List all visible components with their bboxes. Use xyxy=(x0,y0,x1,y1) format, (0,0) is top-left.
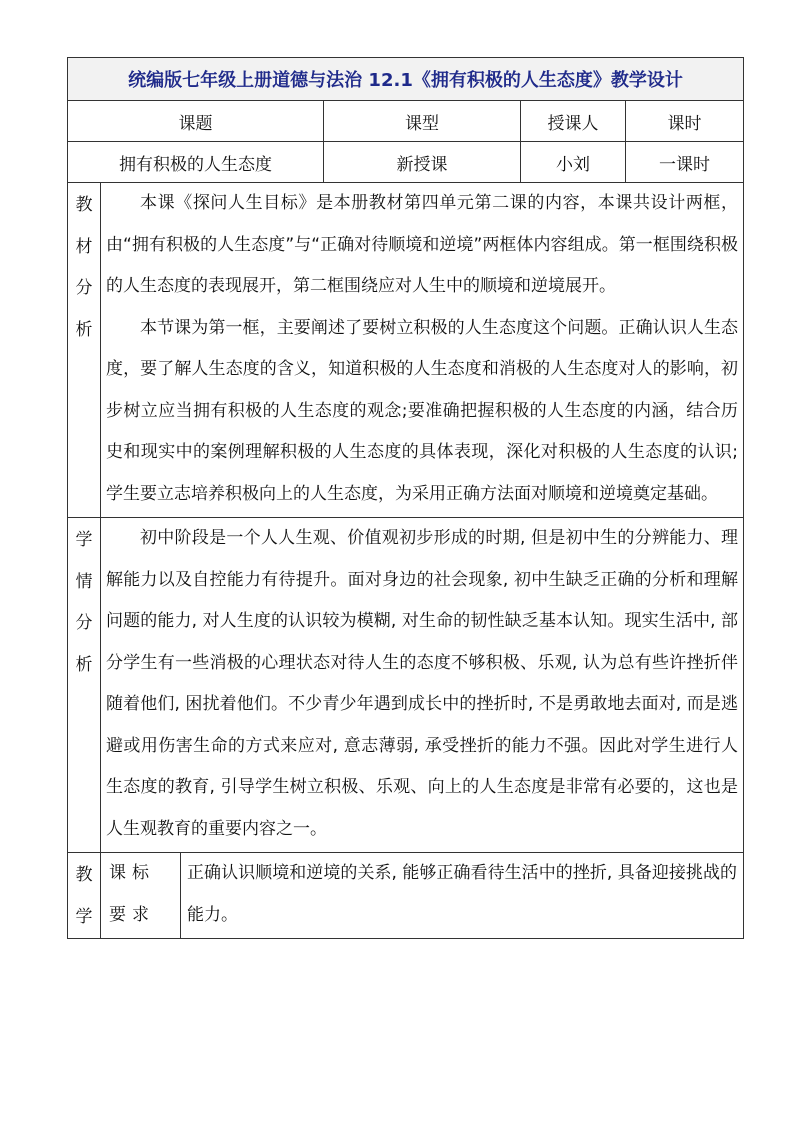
jiaocai-label-char: 析 xyxy=(75,319,93,340)
xueqing-label xyxy=(68,518,101,853)
jiaoxue-label xyxy=(68,853,101,939)
jiaocai-label-char: 材 xyxy=(75,236,93,257)
curriculum-requirement-label: 课标要求 xyxy=(101,853,181,939)
jiaocai-content xyxy=(101,183,744,518)
document-title: 统编版七年级上册道德与法治 12.1《拥有积极的人生态度》教学设计 xyxy=(68,58,744,101)
jiaocai-paragraph-2: 本节课为第一框，主要阐述了要树立积极的人生态度这个问题。正确认识人生态度，要了解人生态度的含义，知道积极的人生态度和消极的人生态度对人的影响，初步树立应当拥有积极的人生态度的观念;要准确把握积极的人生态度的内涵，结合历史和现实中的案例理解积极的人生态度的具体表现，深化对积极的人生态度的认识;学生要立志培养积极向上的人生态度，为采用正确方法面对顺境和逆境奠定基础。 xyxy=(106,317,739,504)
jiaoxue-label-char: 学 xyxy=(75,906,93,927)
value-hours: 一课时 xyxy=(626,142,744,183)
lesson-plan-table xyxy=(67,57,744,939)
header-type: 课型 xyxy=(324,101,521,142)
value-teacher: 小刘 xyxy=(521,142,626,183)
xueqing-label-char: 情 xyxy=(75,571,93,592)
jiaocai-label-char: 教 xyxy=(75,195,93,215)
xueqing-label-char: 分 xyxy=(75,613,93,633)
xueqing-label-char: 析 xyxy=(75,654,93,675)
lesson-plan-document xyxy=(67,57,743,939)
header-hours: 课时 xyxy=(626,101,744,142)
jiaocai-paragraph-1: 本课《探问人生目标》是本册教材第四单元第二课的内容，本课共设计两框，由“拥有积极的人生态度”与“正确对待顺境和逆境”两框体内容组成。第一框围绕积极的人生态度的表现展开，第二框围绕应对人生中的顺境和逆境展开。 xyxy=(106,193,739,296)
xueqing-label-char: 学 xyxy=(75,530,93,550)
value-topic: 拥有积极的人生态度 xyxy=(68,142,324,183)
xueqing-paragraph: 初中阶段是一个人人生观、价值观初步形成的时期, 但是初中生的分辨能力、理解能力以及自控能力有待提升。面对身边的社会现象, 初中生缺乏正确的分析和理解问题的能力, 对人生度的认识较为模糊, 对生命的韧性缺乏基本认知。现实生活中, 部分学生有一些消极的心理状态对待人生的态度不够积极、乐观, 认为总有些许挫折伴随着他们, 困扰着他们。不少青少年遇到成长中的挫折时, 不是勇敢地去面对, 而是逃避或用伤害生命的方式来应对, 意志薄弱, 承受挫折的能力不强。因此对学生进行人生态度的教育, 引导学生树立积极、乐观、向上的人生态度是非常有必要的，这也是人生观教育的重要内容之一。 xyxy=(106,528,739,839)
header-teacher: 授课人 xyxy=(521,101,626,142)
jiaoxue-label-char: 教 xyxy=(75,865,93,885)
jiaocai-label-char: 分 xyxy=(75,278,93,298)
header-topic: 课题 xyxy=(68,101,324,142)
curriculum-requirement-text: 正确认识顺境和逆境的关系, 能够正确看待生活中的挫折, 具备迎接挑战的能力。 xyxy=(181,853,744,939)
value-type: 新授课 xyxy=(324,142,521,183)
xueqing-content xyxy=(101,518,744,853)
jiaocai-label xyxy=(68,183,101,518)
